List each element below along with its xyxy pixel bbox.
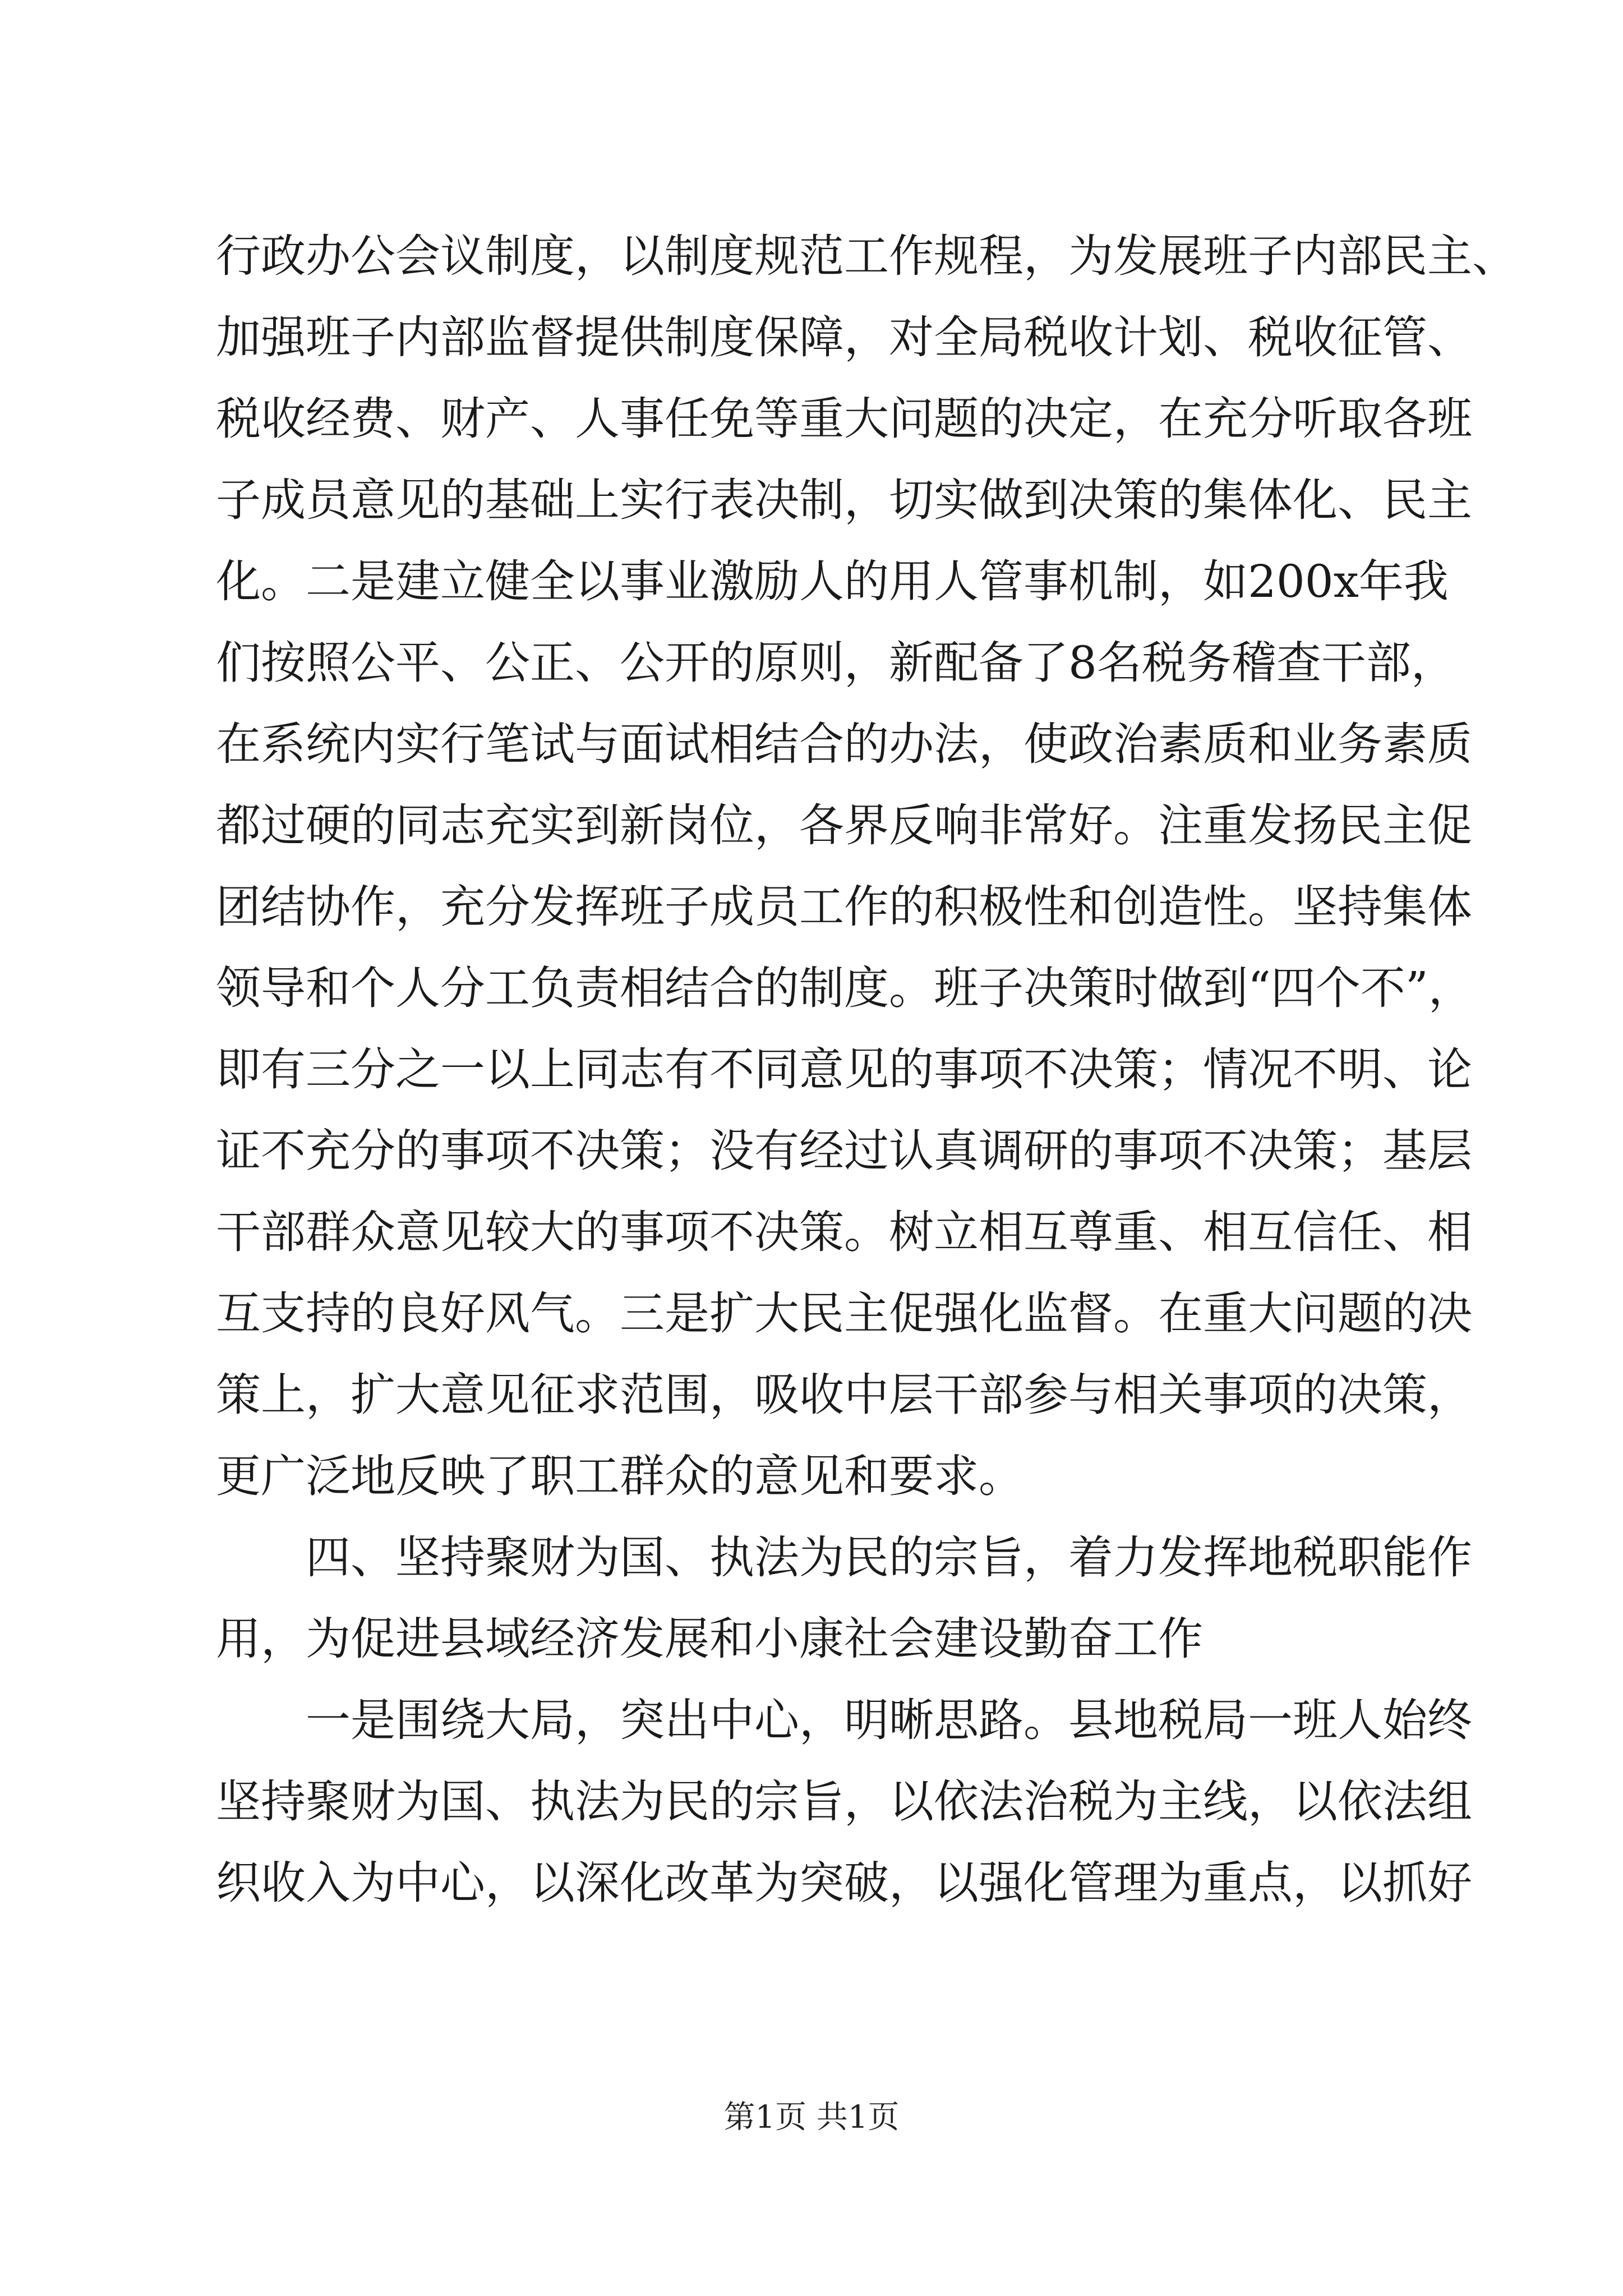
text-line: 都过硬的同志充实到新岗位，各界反响非常好。注重发扬民主促: [216, 799, 1472, 852]
section-heading-line: 四、坚持聚财为国、执法为民的宗旨，着力发挥地税职能作: [306, 1531, 1472, 1584]
text-line: 干部群众意见较大的事项不决策。树立相互尊重、相互信任、相: [216, 1206, 1472, 1258]
text-line: 证不充分的事项不决策；没有经过认真调研的事项不决策；基层: [216, 1125, 1472, 1177]
text-line: 互支持的良好风气。三是扩大民主促强化监督。在重大问题的决: [216, 1287, 1472, 1340]
text-line: 一是围绕大局，突出中心，明晰思路。县地税局一班人始终: [306, 1694, 1472, 1746]
text-line: 团结协作，充分发挥班子成员工作的积极性和创造性。坚持集体: [216, 881, 1472, 933]
text-line: 化。二是建立健全以事业激励人的用人管事机制，如200x年我: [216, 555, 1449, 608]
text-line: 们按照公平、公正、公开的原则，新配备了8名税务稽查干部，: [216, 637, 1456, 689]
document-body: [216, 215, 1517, 1924]
text-line: 即有三分之一以上同志有不同意见的事项不决策；情况不明、论: [216, 1043, 1472, 1096]
text-line: 策上，扩大意见征求范围，吸收中层干部参与相关事项的决策，: [216, 1369, 1472, 1421]
text-line: 更广泛地反映了职工群众的意见和要求。: [216, 1450, 1023, 1502]
text-line: 领导和个人分工负责相结合的制度。班子决策时做到“四个不”，: [216, 962, 1473, 1014]
page-number-footer: 第1页 共1页: [723, 2099, 900, 2136]
text-line: 在系统内实行笔试与面试相结合的办法，使政治素质和业务素质: [216, 718, 1472, 770]
text-line: 加强班子内部监督提供制度保障，对全局税收计划、税收征管、: [216, 311, 1472, 364]
text-line: 织收入为中心，以深化改革为突破，以强化管理为重点，以抓好: [216, 1857, 1472, 1909]
text-line: 行政办公会议制度，以制度规范工作规程，为发展班子内部民主、: [216, 230, 1517, 282]
text-line: 子成员意见的基础上实行表决制，切实做到决策的集体化、民主: [216, 474, 1472, 526]
text-line: 坚持聚财为国、执法为民的宗旨，以依法治税为主线，以依法组: [216, 1775, 1472, 1828]
text-line: 税收经费、财产、人事任免等重大问题的决定，在充分听取各班: [216, 393, 1472, 445]
section-heading-line: 用，为促进县域经济发展和小康社会建设勤奋工作: [216, 1613, 1203, 1665]
